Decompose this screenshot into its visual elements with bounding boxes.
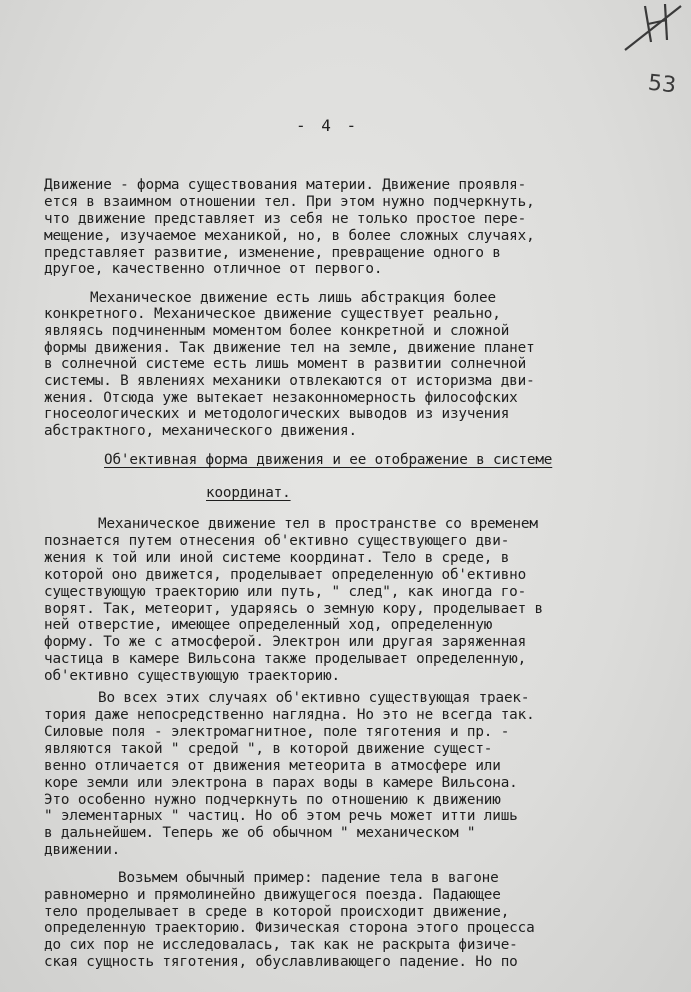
- handwritten-corner-mark: [615, 0, 685, 60]
- text-line: жения. Отсюда уже вытекает незаконномерность философских: [44, 390, 518, 406]
- text-line: форму. То же с атмосферой. Электрон или другая заряженная: [44, 634, 527, 650]
- text-line: " элементарных " частиц. Но об этом речь может итти лишь: [44, 808, 518, 824]
- text-line: конкретного. Механическое движение существует реально,: [44, 306, 501, 322]
- text-line: которой оно движется, проделывает определенную об'ективно: [44, 567, 527, 583]
- text-line: мещение, изучаемое механикой, но, в более сложных случаях,: [44, 228, 535, 244]
- text-line: тело проделывает в среде в которой происходит движение,: [44, 904, 510, 920]
- text-line: ская сущность тяготения, обуславливающего падение. Но по: [44, 954, 518, 970]
- text-line: другое, качественно отличное от первого.: [44, 261, 383, 277]
- text-line: системы. В явлениях механики отвлекаются от историзма дви-: [44, 373, 535, 389]
- text-line: Механическое движение тел в пространстве со временем: [98, 516, 538, 532]
- text-line: венно отличается от движения метеорита в атмосфере или: [44, 758, 501, 774]
- text-line: движении.: [44, 842, 121, 858]
- text-line: Механическое движение есть лишь абстракция более: [90, 290, 496, 306]
- text-line: представляет развитие, изменение, превращение одного в: [44, 245, 501, 261]
- text-line: гносеологических и методологических выводов из изучения: [44, 406, 510, 422]
- text-line: существующую траекторию или путь, " след", как иногда го-: [44, 584, 527, 600]
- text-line: Движение - форма существования материи. Движение проявля-: [44, 177, 527, 193]
- text-line: познается путем отнесения об'ективно существующего дви-: [44, 533, 510, 549]
- text-line: частица в камере Вильсона также проделывает определенную,: [44, 651, 527, 667]
- text-line: Это особенно нужно подчеркнуть по отношению к движению: [44, 792, 501, 808]
- text-line: Силовые поля - электромагнитное, поле тяготения и пр. -: [44, 724, 510, 740]
- text-line: ворят. Так, метеорит, ударяясь о земную кору, проделывает в: [44, 601, 543, 617]
- text-line: жения к той или иной системе координат. Тело в среде, в: [44, 550, 510, 566]
- text-line: что движение представляет из себя не только простое пере-: [44, 211, 527, 227]
- section-heading: Об'ективная форма движения и ее отображение в системе: [104, 452, 553, 468]
- text-line: до сих пор не исследовалась, так как не раскрыта физиче-: [44, 937, 518, 953]
- text-line: Возьмем обычный пример: падение тела в вагоне: [118, 870, 499, 886]
- text-line: являются такой " средой ", в которой движение сущест-: [44, 741, 493, 757]
- text-line: равномерно и прямолинейно движущегося поезда. Падающее: [44, 887, 501, 903]
- text-line: Во всех этих случаях об'ективно существующая траек-: [98, 690, 530, 706]
- text-line: в солнечной системе есть лишь момент в развитии солнечной: [44, 356, 527, 372]
- text-line: ется в взаимном отношении тел. При этом нужно подчеркнуть,: [44, 194, 535, 210]
- text-line: формы движения. Так движение тел на земле, движение планет: [44, 340, 535, 356]
- text-line: являясь подчиненным моментом более конкретной и сложной: [44, 323, 510, 339]
- page-number: - 4 -: [296, 116, 360, 135]
- section-heading-continued: координат.: [206, 485, 291, 501]
- handwritten-folio-number: 53: [646, 70, 678, 99]
- text-line: коре земли или электрона в парах воды в камере Вильсона.: [44, 775, 518, 791]
- text-line: об'ективно существующую траекторию.: [44, 668, 341, 684]
- text-line: тория даже непосредственно наглядна. Но это не всегда так.: [44, 707, 535, 723]
- text-line: абстрактного, механического движения.: [44, 423, 357, 439]
- text-line: в дальнейшем. Теперь же об обычном " механическом ": [44, 825, 476, 841]
- text-line: определенную траекторию. Физическая сторона этого процесса: [44, 920, 535, 936]
- text-line: ней отверстие, имеющее определенный ход, определенную: [44, 617, 493, 633]
